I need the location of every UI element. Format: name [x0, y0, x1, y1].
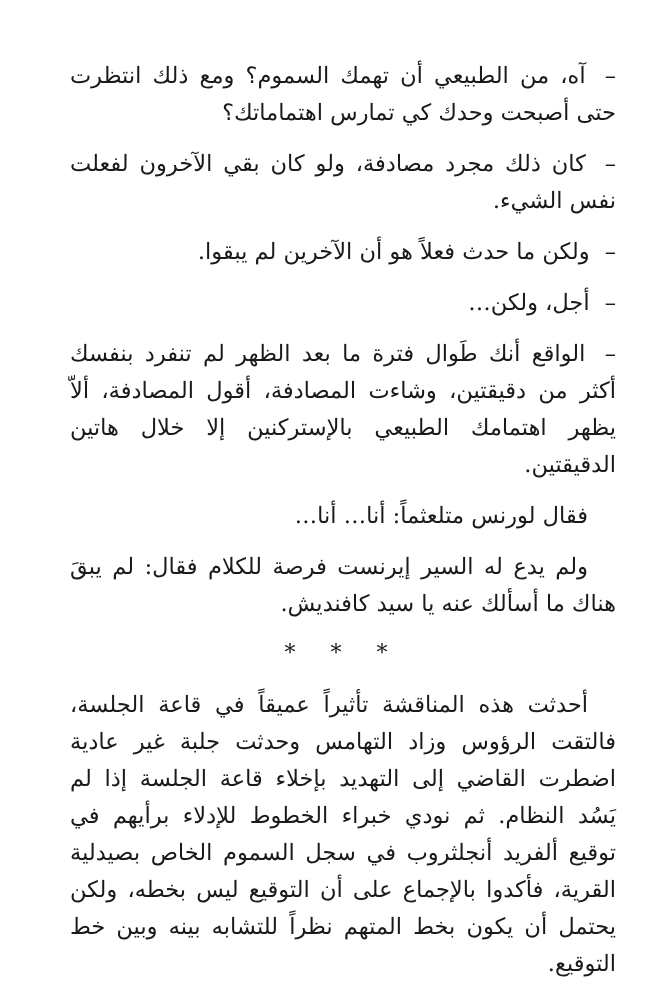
- paragraph-text: أجل، ولكن…: [468, 290, 590, 316]
- dialog-paragraph-4: [70, 285, 616, 322]
- paragraph-text: آه، من الطبيعي أن تهمك السموم؟ ومع ذلك انتظرت حتى أصبحت وحدك كي تمارس اهتماماتك؟: [70, 63, 616, 126]
- paragraph-text: كان ذلك مجرد مصادفة، ولو كان بقي الآخرون لفعلت نفس الشيء.: [70, 151, 616, 214]
- closing-paragraph: أحدثت هذه المناقشة تأثيراً عميقاً في قاعة الجلسة، فالتقت الرؤوس وزاد التهامس وحدثت جلبة غير عادية اضطرت القاضي إلى التهديد بإخلاء قاعة الجلسة إذا لم يَسُد النظام. ثم نودي خبراء الخطوط للإدلاء برأيهم في توقيع ألفريد أنجلثروب في سجل السموم الخاص بصيدلية القرية، فأكدوا بالإجماع على أن التوقيع ليس بخطه، ولكن يحتمل أن يكون بخط المتهم نظراً للتشابه بينه وبين خط التوقيع.: [70, 692, 616, 977]
- narration-paragraph-2: ولم يدع له السير إيرنست فرصة للكلام فقال: لم يبقَ هناك ما أسألك عنه يا سيد كافنديش.: [70, 554, 616, 617]
- dialog-dash: –: [604, 63, 616, 89]
- paragraph-text: ولكن ما حدث فعلاً هو أن الآخرين لم يبقوا.: [197, 239, 590, 265]
- dialog-dash: –: [604, 239, 616, 265]
- dialog-paragraph-1: [70, 58, 616, 132]
- dialog-paragraph-2: [70, 146, 616, 220]
- dialog-dash: –: [604, 151, 617, 177]
- dialog-paragraph-3: [70, 234, 616, 271]
- section-separator: * * *: [284, 641, 402, 666]
- dialog-dash: –: [604, 341, 616, 367]
- paragraph-text: الواقع أنك طَوال فترة ما بعد الظهر لم تنفرد بنفسك أكثر من دقيقتين، وشاءت المصادفة، أقول المصادفة، ألاّ يظهر اهتمامك الطبيعي بالإستركنين إلا خلال هاتين الدقيقتين.: [70, 341, 616, 478]
- book-page: [70, 58, 616, 997]
- dialog-dash: –: [604, 290, 616, 316]
- narration-paragraph-1: فقال لورنس متلعثماً: أنا… أنا…: [294, 503, 588, 529]
- dialog-paragraph-5: [70, 336, 616, 484]
